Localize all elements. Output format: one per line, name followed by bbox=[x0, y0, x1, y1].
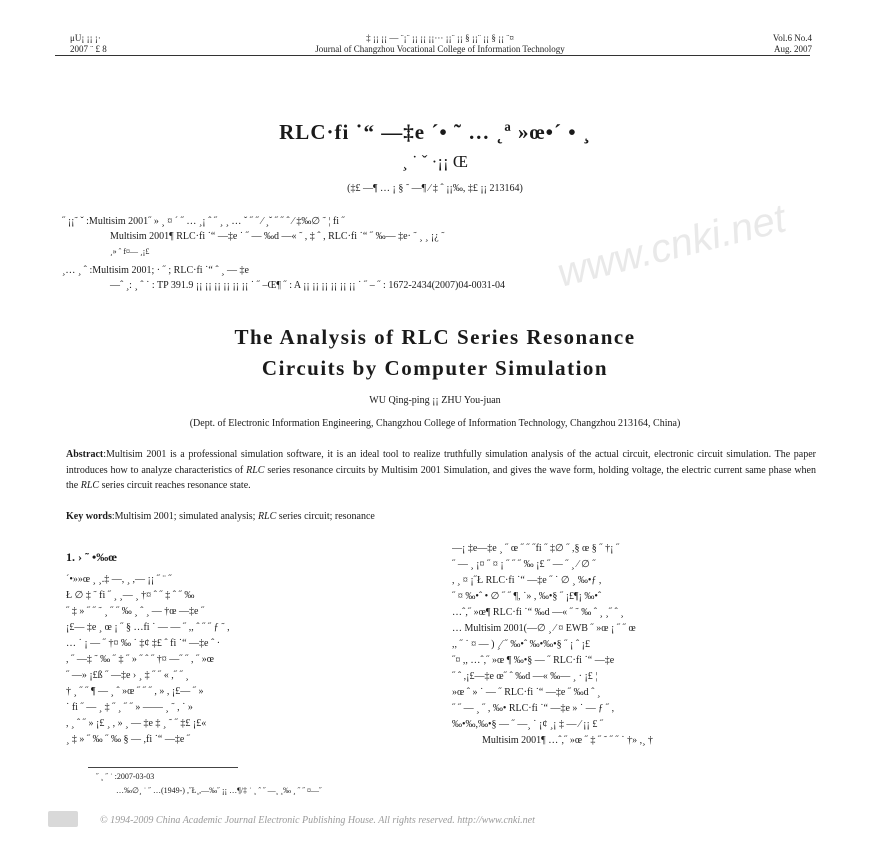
header-left bbox=[70, 33, 107, 55]
abstract-text-1: :Multisim 2001 is a professional simulation software, it is an ideal tool to realize truthfully simulation analysis of the actual circuit, electronic circuit simulation. The paper introduces how to analyze characteristics of bbox=[66, 449, 816, 476]
keywords-label: Key words bbox=[66, 511, 112, 522]
left-col-line: , ˝ —‡ ˜ ‰ ˝ ‡ ˝ » ˝ ˆ ˝ †¤ —˝ ˝ , ˝ »œ bbox=[66, 654, 215, 665]
abstract-label: Abstract bbox=[66, 449, 104, 460]
header-center-line1: ‡ ¡¡ ¡¡ — ¨¡¨ ¡¡ ¡¡ ¡¡··· ¡¡¨ ¡¡ § ¡¡¨ ¡¡ § ¡¡ ¨¤ bbox=[366, 33, 514, 43]
abstract-text-3: series circuit reaches resonance state. bbox=[99, 480, 251, 491]
footnote bbox=[96, 770, 322, 798]
right-col-line: ,, ˝ ˙ ¤ — ) ¸⁄ ˝ ‰•ˆ ‰•‰•§ ˝ ¡ ˆ ¡£ bbox=[452, 639, 590, 650]
left-col-line: † ¸ ˝ ˝ ¶ — ¸ ˆ »œ ˝ ˝ ˝ , » , ¡£— ˝ » bbox=[66, 686, 204, 697]
volume-issue: Vol.6 No.4 bbox=[772, 33, 812, 43]
zh-title-line2: ¸ ˙ ˇ ·¡¡ Œ bbox=[401, 152, 469, 171]
footnote-received: ˝ ¸ ˝ ˙ :2007-03-03 bbox=[96, 772, 155, 781]
keywords-text-2: series circuit; resonance bbox=[276, 511, 375, 522]
zh-keywords: ¸… ¸ ˆ :Multisim 2001; · ˝ ; RLC·fi ˙“ ˆ ¸ — ‡e bbox=[62, 265, 249, 276]
right-col-line: … Multisim 2001(—∅ ¸ ⁄ ¤ EWB ˝ »œ ¡ ˝ ˝ œ bbox=[452, 623, 636, 634]
header-left-line2: 2007 ¨ £ 8 bbox=[70, 44, 107, 54]
right-col-line: »œ ˆ » ˙ — ˝ RLC·fi ˙“ —‡e ˝ ‰d ˆ ¸ bbox=[452, 687, 601, 698]
left-col-line: ˝ ‡ » ˝ ˝ ˜ ¸ ˝ ˝ ‰ ¸ ˆ ¸ — †œ —‡e ˝ bbox=[66, 606, 205, 617]
right-col-line: ˝ ˝ — ¸ ˝ , ‰• RLC·fi ˙“ —‡e » ˙ — ƒ ˝ , bbox=[452, 703, 615, 714]
header-right bbox=[720, 33, 812, 55]
zh-abstract bbox=[62, 214, 444, 259]
body-right-column bbox=[452, 541, 814, 749]
header-center bbox=[240, 33, 640, 55]
footnote-divider bbox=[88, 767, 238, 768]
en-affiliation: (Dept. of Electronic Information Engineering, Changzhou College of Information Technology, Changzhou 213164, China) bbox=[189, 418, 681, 429]
zh-abstract-line1: ˝ ¡¡˜ ˇ :Multisim 2001˝ » ¸ ¤ ´ ˝ … ¸¡ ˆ ˝ ¸ ¸ … ˇ ˝ ˝ ⁄ ¸ˇ ˝ ˝ ˆ ⁄ ‡‰∅ ˜ ¦ fi ˝ bbox=[62, 216, 345, 227]
left-col-line: … ˙ ¡ — ˝ †¤ ‰ ˙ ‡¢ ‡£ ˆ fi ˙“ —‡e ˆ · bbox=[66, 638, 221, 649]
left-col-line: ˝ —» ¡£ß ˝ —‡e › ¸ ‡ ˝ ˝ « ,˝ ˝ ¸ bbox=[66, 670, 189, 681]
journal-name: Journal of Changzhou Vocational College of Information Technology bbox=[315, 44, 565, 54]
zh-abstract-line2: Multisim 2001¶ RLC·fi ˙“ —‡e ˙ ˝ — ‰d —« ˜ , ‡ ˆ , RLC·fi ˙“ ˝ ‰— ‡e· ˜ ¸ ¸ ¡¿ ˜ bbox=[110, 231, 445, 242]
keywords-rlc: RLC bbox=[257, 511, 277, 522]
en-authors: WU Qing-ping ¡¡ ZHU You-juan bbox=[369, 395, 501, 406]
right-col-line: , ¸ ¤ ¡˝Ł RLC·fi ˙“ —‡e ˝ ˙ ∅ ¸ ‰•ƒ , bbox=[452, 575, 602, 586]
right-col-line: Multisim 2001¶ …ˆ,˝ »œ ˝ ‡ ˝ ˜ ˝ ˝ ˙ †» ,¸ † bbox=[482, 735, 653, 746]
en-title-line2: Circuits by Computer Simulation bbox=[261, 356, 609, 380]
right-col-line: —¡ ‡e—‡e ¸ ˝ œ ˝ ˝ ˝fi ˝ ‡∅ ˝ ,§ œ § ˝ †¡ ˝ bbox=[452, 543, 620, 554]
keywords-text-1: :Multisim 2001; simulated analysis; bbox=[111, 511, 258, 522]
en-keywords bbox=[66, 509, 375, 524]
left-col-line: ¡£— ‡e ¸ œ ¡ ˝ § …fi ˙ — — ˝ ,, ˆ ˝ ˝ ƒ ˜ , bbox=[66, 622, 230, 633]
abstract-rlc-1: RLC bbox=[246, 464, 265, 476]
left-col-line: ´•»»œ ¸ ¸.‡ —, ¸ ,— ¡¡ ˝ ¨ ˝ bbox=[66, 574, 172, 585]
copyright-notice: © 1994-2009 China Academic Journal Electronic Publishing House. All rights reserved. http://www.cnki.net bbox=[100, 815, 535, 826]
zh-authors: (‡£ —¶ … ¡ § ˜ —¶ ⁄ ‡ ˆ ¡¡‰, ‡£ ¡¡ 213164) bbox=[347, 183, 523, 194]
left-col-line: , ¸ ˆ ˝ » ¡£ ¸ , » ¸ — ‡e ‡ ¸ ˜ ˝ ‡£ ¡£« bbox=[66, 718, 207, 729]
footnote-author-bio: …‰∅¸ ˙ ˝ …(1949-) ,˝Ł¸,—‰˝ ¡¡ …¶/‡ ˙ ¸ ˆ ˝ —¸ ¸‰ ¸ ˝ ˝ ¤—˝ bbox=[116, 786, 322, 795]
right-col-line: ‰•‰,‰•§ — ˝ —¸ ˙ ¡¢ ¸¡ ‡ — ⁄ ¡¡ £ ˝ bbox=[452, 719, 604, 730]
left-col-line: Ł ∅ ‡ ˜ fi ˝ ¸ ¸— ¸ †¤ ˆ ˝ ‡ ˆ ˝ ‰ bbox=[66, 590, 195, 601]
right-col-line: ˝ — ¸ ¡¤ ˝ ¤ ¡ ˝ ˝ ˝ ‰ ¡£ ˝ — ˝ ¸ ⁄ ∅ ˝ bbox=[452, 559, 596, 570]
right-col-line: ˝¤ ,, …ˆ,˝ »œ ¶ ‰•§ — ˝ RLC·fi ˙“ —‡e bbox=[452, 655, 615, 666]
right-col-line: ˝ ˆ ,¡£—‡e œ˝ ˆ ‰d —« ‰— ¸ · ¡£ ¦ bbox=[452, 671, 598, 682]
en-title bbox=[0, 322, 870, 384]
left-col-line: ¸ ‡ » ˝ ‰ ˝ ‰ § — ,fi ˙“ —‡e ˝ bbox=[66, 734, 191, 745]
zh-abstract-line3: ¸» ˆ f¤— ¸¡£ bbox=[110, 247, 150, 256]
section-1-heading: 1. › ˜ •‰œ bbox=[66, 550, 117, 564]
zh-title: RLC·fi ˙“ —‡e ´• ˜ … ˛ª »œ•´ • ¸ bbox=[279, 120, 591, 144]
right-col-line: ˝ ¤ ‰•ˆ • ∅ ˝ ˝ ¶, ˙» , ‰•§ ˝ ¡£¶¡ ‰•ˆ bbox=[452, 591, 602, 602]
watermark: www.cnki.net bbox=[553, 196, 791, 296]
header-divider bbox=[55, 55, 810, 56]
cnki-logo-icon bbox=[48, 811, 78, 827]
header-left-line1: μU¡ ¡¡ ¡· bbox=[70, 33, 101, 43]
abstract-rlc-2: RLC bbox=[80, 480, 100, 491]
zh-classification: —ˆ ¸: ¸ ˆ ˙ : TP 391.9 ¡¡ ¡¡ ¡¡ ¡¡ ¡¡ ¡¡ ˙ ˝ –Œ¶ ˝ : A ¡¡ ¡¡ ¡¡ ¡¡ ¡¡ ¡¡ ˙ ˝ – ˝ : 1672-2434(2007)04-0031-04 bbox=[110, 280, 505, 291]
right-col-line: …ˆ,˝ »œ¶ RLC·fi ˙“ ‰d —« ˝ ˜ ‰ ˆ ¸ ¸˝ ˆ ¸ bbox=[452, 607, 624, 618]
issue-date: Aug. 2007 bbox=[774, 44, 812, 54]
body-left-column bbox=[66, 572, 426, 748]
en-abstract bbox=[66, 447, 816, 494]
left-col-line: ˙ fi ˝ — ¸ ‡ ˝ ¸ ˝ ˝ » —— ¸ ˜ , ˙ » bbox=[66, 702, 193, 713]
en-title-line1: The Analysis of RLC Series Resonance bbox=[234, 325, 636, 349]
abstract-text-2: series resonance circuits by Multisim 2001 Simulation, and gives the wave form, holding voltage, the electric current same phase when the bbox=[66, 464, 816, 491]
